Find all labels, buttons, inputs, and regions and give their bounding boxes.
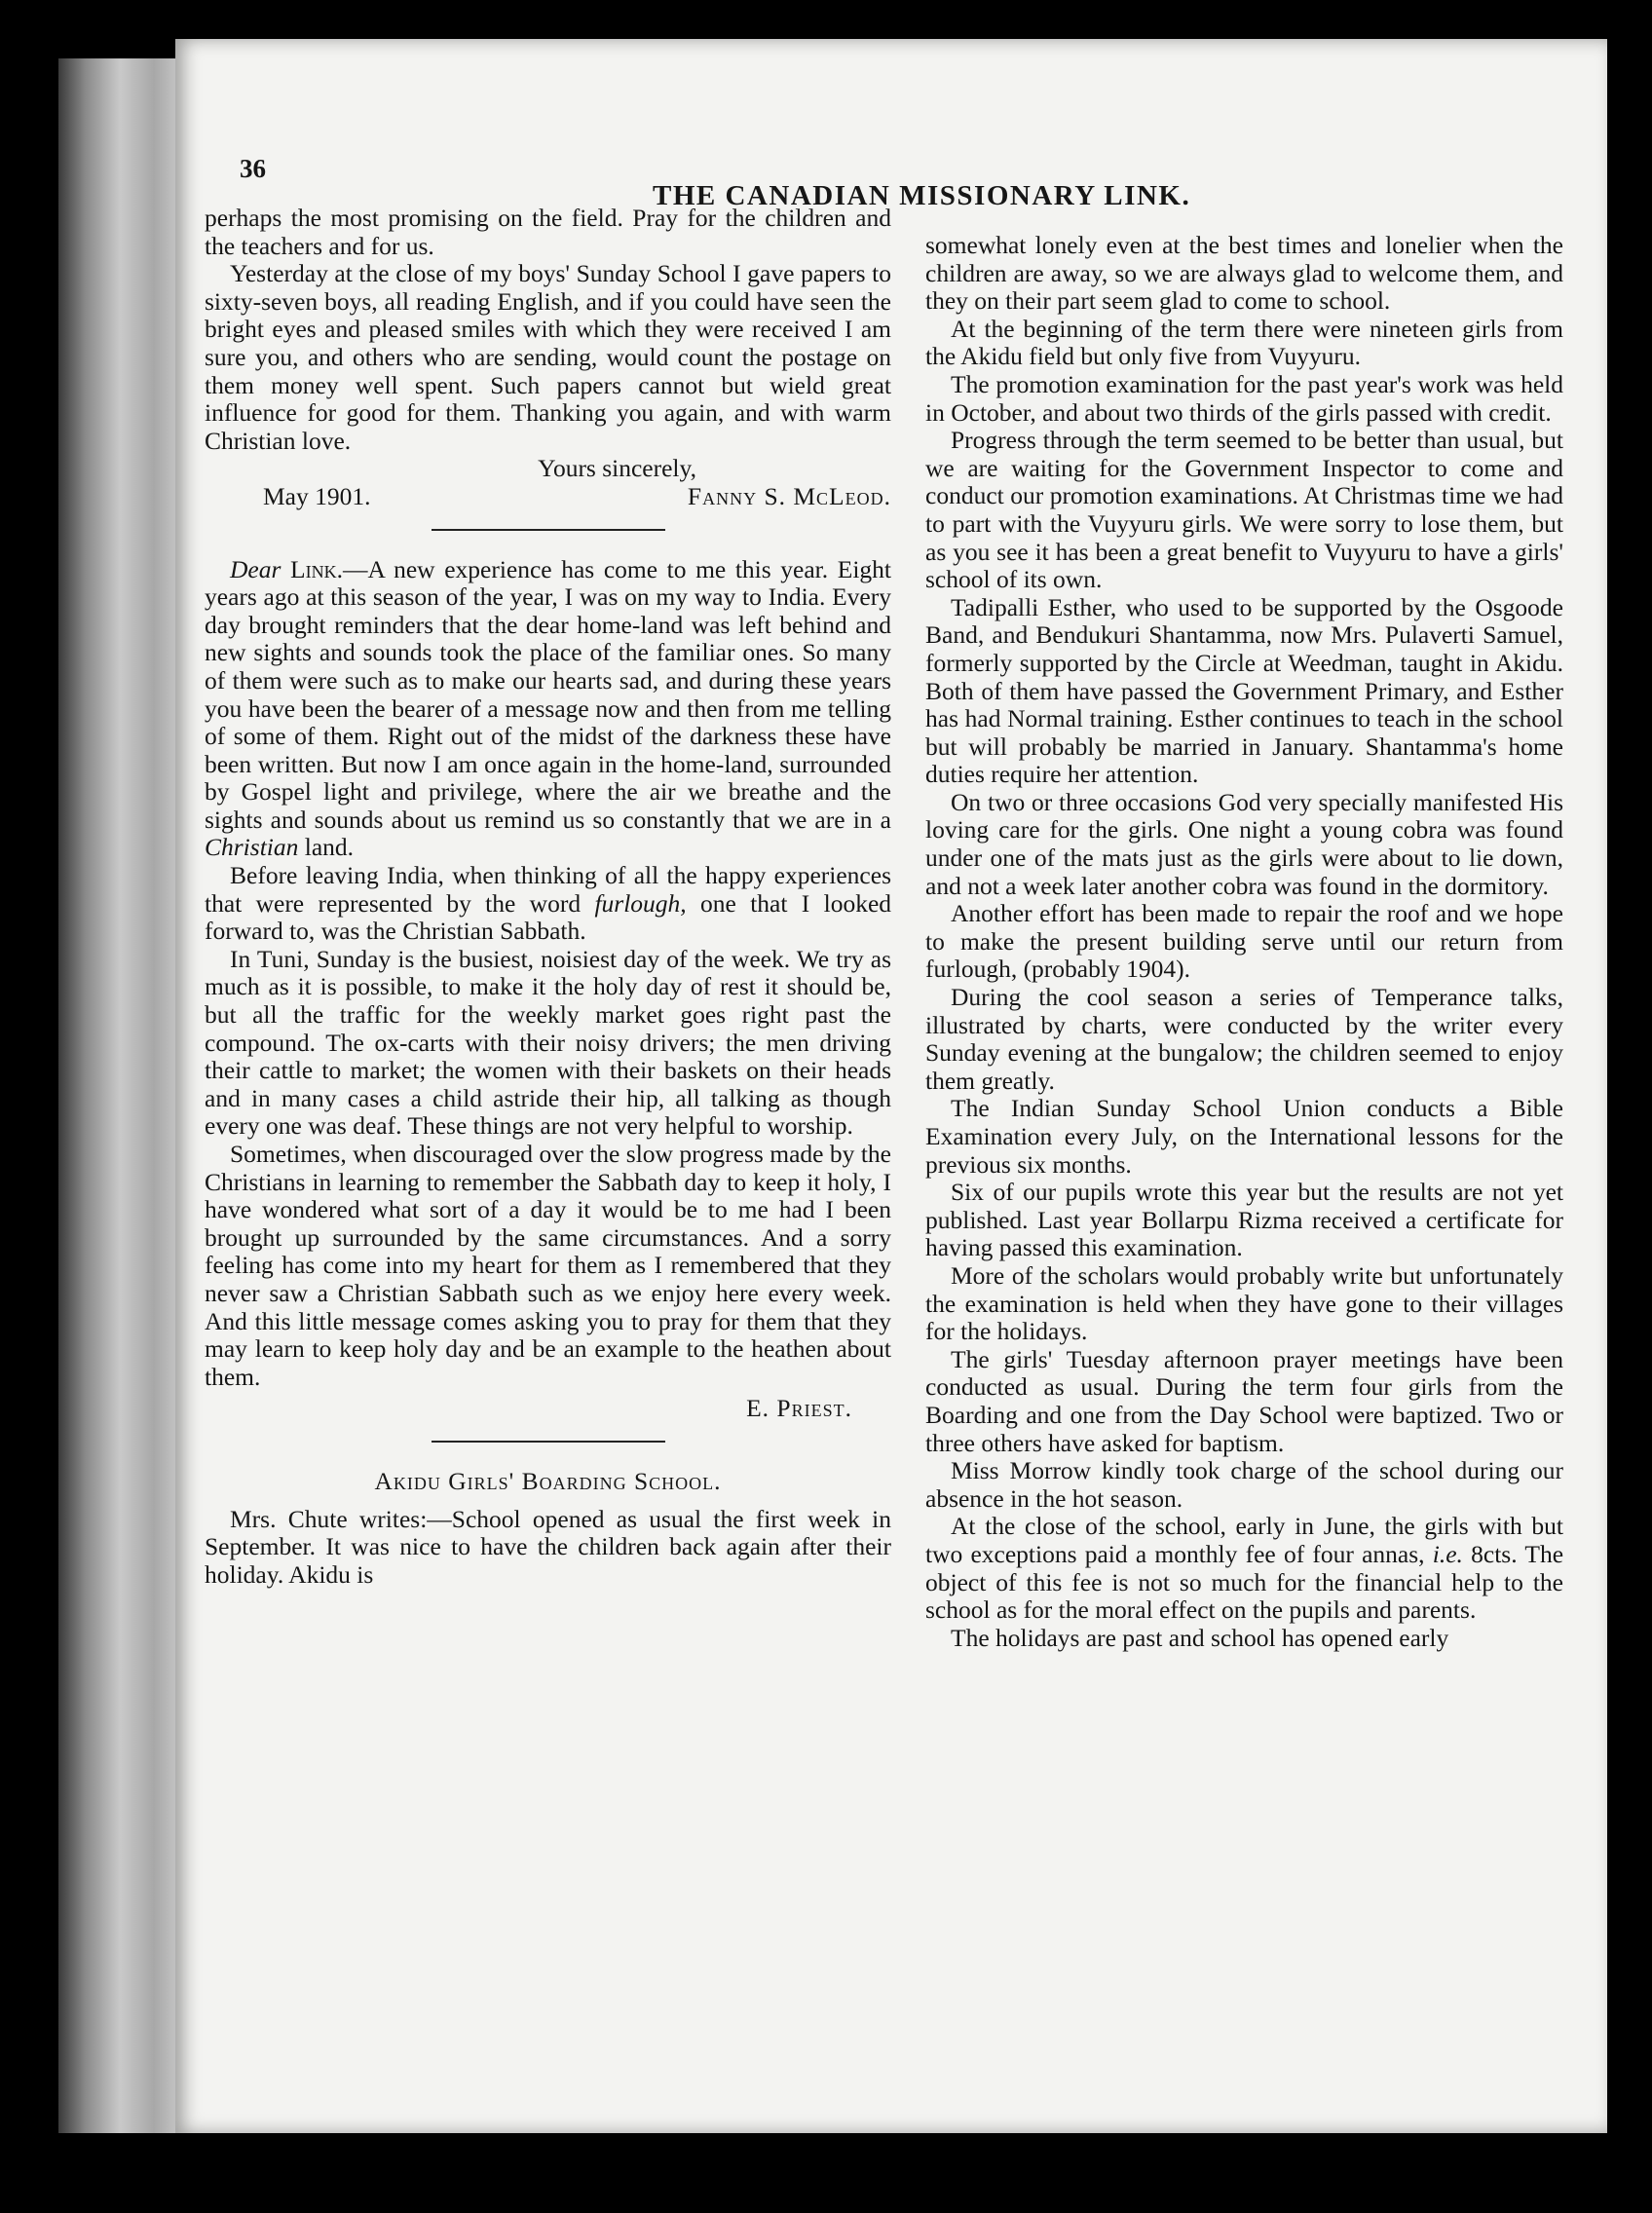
paragraph: During the cool season a series of Temperance talks, illustrated by charts, were conducted by the writer every Sunday evening at the bungalow; the children seemed to enjoy them greatly.	[925, 983, 1563, 1095]
paragraph: The Indian Sunday School Union conducts a Bible Examination every July, on the International lessons for the previous six months.	[925, 1094, 1563, 1179]
paragraph: The holidays are past and school has opened early	[951, 1623, 1449, 1652]
letter-date: May 1901.	[263, 481, 371, 510]
section-divider	[432, 529, 665, 531]
paragraph: In Tuni, Sunday is the busiest, noisiest day of the week. We try as much as it is possible, to make it the holy day of rest it should be, but all the traffic for the weekly market goes right past the compound. The ox-carts with their noisy drivers; the men driving their cattle to market; the women with their baskets on their heads and in many cases a child astride their hip, all talking as though every one was deaf. These things are not very helpful to worship.	[205, 944, 891, 1141]
paragraph-text: 8cts. The object of this fee is not so much for the financial help to the school as for the moral effect on the pupils and parents.	[925, 1539, 1564, 1625]
paragraph: At the beginning of the term there were nineteen girls from the Akidu field but only five from Vuyyuru.	[925, 314, 1563, 371]
emphasis: Christian	[205, 833, 299, 862]
paragraph: Six of our pupils wrote this year but the results are not yet published. Last year Bollarpu Rizma received a certificate for having passed this examination.	[925, 1178, 1563, 1262]
paragraph: On two or three occasions God very specially manifested His loving care for the girls. One night a young cobra was found under one of the mats just as the girls were about to lie down, and not a week later another cobra was found in the dormitory.	[925, 787, 1563, 900]
paragraph: Tadipalli Esther, who used to be supported by the Osgoode Band, and Bendukuri Shantamma, now Mrs. Pulaverti Samuel, formerly supported by the Circle at Weedman, taught in Akidu. Both of them have passed the Government Primary, and Esther has had Normal training. Esther continues to teach in the school but will probably be married in January. Shantamma's home duties require her attention.	[925, 592, 1563, 789]
paragraph	[925, 1513, 1563, 1624]
paragraph-text: At the close of the school, early in June, the girls with but two exceptions paid a monthly fee of four annas,	[925, 1512, 1563, 1568]
page-number: 36	[240, 154, 266, 183]
emphasis: furlough,	[594, 888, 687, 918]
paragraph-text: Before leaving India, when thinking of all the happy experiences that were represented by the word	[205, 861, 891, 918]
paragraph-text: —A new experience has come to me this year. Eight years ago at this season of the year, I was on my way to India. Every day brought reminders that the dear home-land was left behind and new sights and sounds took the place of the familiar ones. So many of them were such as to make our hearts sad, and during these years you have been the bearer of a message now and then from me telling of some of them. Right out of the midst of the darkness these have been written. But now I am once again in the home-land, surrounded by Gospel light and privilege, where the air we breathe and the sights and sounds about us remind us so constantly that we are in a	[205, 554, 891, 834]
left-column	[205, 205, 891, 1589]
paragraph: The promotion examination for the past year's work was held in October, and about two thirds of the girls passed with credit.	[925, 369, 1563, 427]
paragraph: Progress through the term seemed to be better than usual, but we are waiting for the Government Inspector to come and conduct our promotion examinations. At Christmas time we had to part with the Vuyyuru girls. We were sorry to lose them, but as you see it has been a great benefit to Vuyyuru to have a girls' school of its own.	[925, 426, 1563, 594]
book-page-edges	[58, 58, 195, 2133]
paragraph: perhaps the most promising on the field. Pray for the children and the teachers and for us.	[205, 204, 891, 260]
section-heading: Akidu Girls' Boarding School.	[374, 1466, 722, 1495]
paragraph	[205, 556, 891, 863]
right-column	[925, 232, 1563, 1652]
paragraph: The girls' Tuesday afternoon prayer meetings have been conducted as usual. During the term four girls from the Boarding and one from the Day School were baptized. Two or three others have asked for baptism.	[925, 1344, 1563, 1457]
salutation: Dear	[230, 554, 282, 583]
section-divider	[432, 1441, 665, 1443]
letter-closing: Yours sincerely,	[538, 454, 696, 483]
emphasis: i.e.	[1432, 1539, 1463, 1568]
dateline	[205, 483, 891, 511]
paragraph-text: one that I looked forward to, was the Christian Sabbath.	[205, 888, 892, 946]
salutation-name: Link.	[290, 554, 343, 583]
paragraph: somewhat lonely even at the best times and lonelier when the children are away, so we are always glad to welcome them, and they on their part seem glad to come to school.	[925, 231, 1563, 316]
paragraph: Mrs. Chute writes:—School opened as usual the first week in September. It was nice to have the children back again after their holiday. Akidu is	[205, 1504, 891, 1589]
paragraph-text: land.	[304, 833, 355, 862]
signature: E. Priest.	[746, 1394, 852, 1423]
running-title: THE CANADIAN MISSIONARY LINK.	[653, 180, 1191, 211]
paragraph: Miss Morrow kindly took charge of the school during our absence in the hot season.	[925, 1456, 1563, 1513]
paragraph: Another effort has been made to repair the roof and we hope to make the present building serve until our return from furlough, (probably 1904).	[925, 899, 1563, 984]
signature: Fanny S. McLeod.	[687, 481, 891, 510]
paragraph: More of the scholars would probably write but unfortunately the examination is held when they have gone to their villages for the holidays.	[925, 1260, 1563, 1346]
paragraph	[205, 862, 891, 946]
paragraph: Yesterday at the close of my boys' Sunday School I gave papers to sixty-seven boys, all reading English, and if you could have seen the bright eyes and pleased smiles with which they were received I am sure you, and others who are sending, would count the postage on them money well spent. Such papers cannot but wield great influence for good for them. Thanking you again, and with warm Christian love.	[205, 259, 891, 455]
paragraph: Sometimes, when discouraged over the slow progress made by the Christians in learning to remember the Sabbath day to keep it holy, I have wondered what sort of a day it would be to me had I been brought up surrounded by the same circumstances. And a sorry feeling has come into my heart for them as I remembered that they never saw a Christian Sabbath such as we enjoy here every week. And this little message comes asking you to pray for them that they may learn to keep holy day and be an example to the heathen about them.	[205, 1140, 891, 1391]
